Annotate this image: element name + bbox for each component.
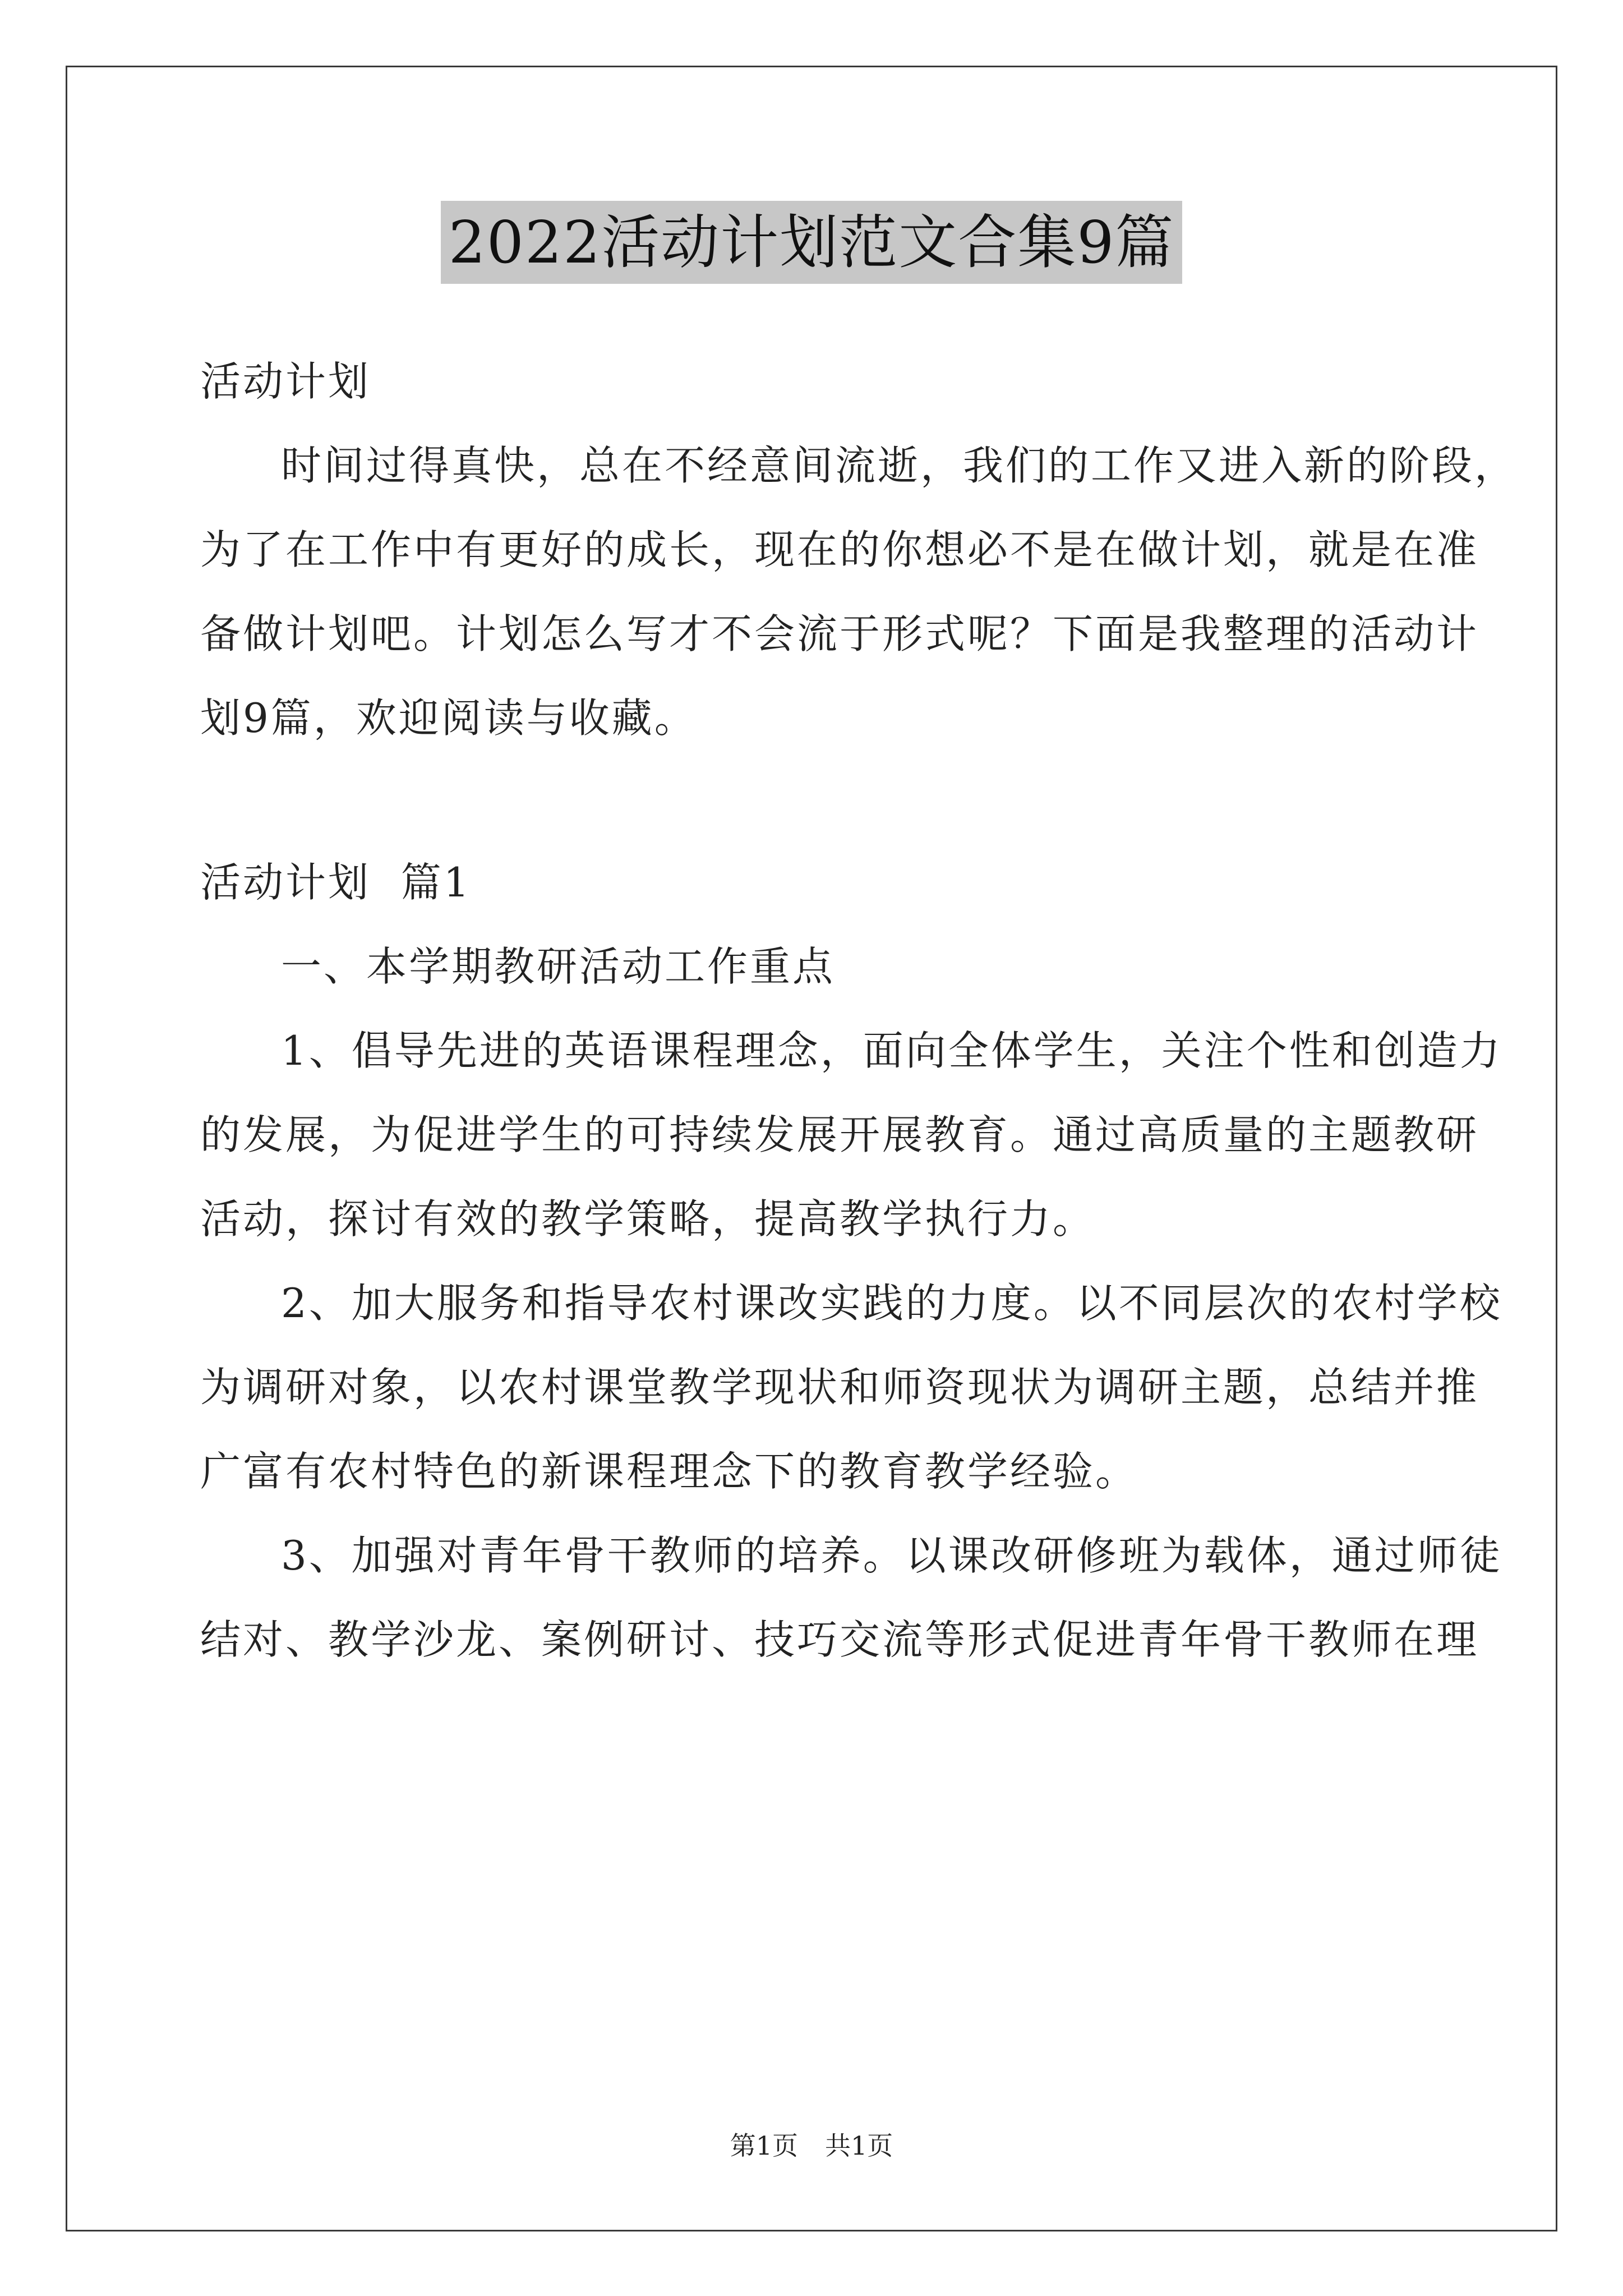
paragraph-line: 活动，探讨有效的教学策略，提高教学执行力。	[200, 1195, 1096, 1243]
paragraph-line: 2、加大服务和指导农村课改实践的力度。以不同层次的农村学校	[281, 1280, 1502, 1327]
paragraph-line: 广富有农村特色的新课程理念下的教育教学经验。	[200, 1448, 1138, 1495]
section-heading: 活动计划	[200, 358, 371, 405]
page-number-current: 第1页	[730, 2131, 798, 2161]
section-heading: 活动计划 篇1	[200, 859, 472, 906]
document-body	[200, 339, 1518, 1682]
paragraph-line: 结对、教学沙龙、案例研讨、技巧交流等形式促进青年骨干教师在理	[200, 1616, 1479, 1663]
page-footer	[0, 2129, 1623, 2162]
paragraph-line: 时间过得真快，总在不经意间流逝，我们的工作又进入新的阶段，	[281, 442, 1518, 489]
paragraph-line: 为调研对象，以农村课堂教学现状和师资现状为调研主题，总结并推	[200, 1364, 1479, 1411]
title-container	[0, 201, 1623, 284]
paragraph-gap	[200, 760, 1440, 840]
paragraph-line: 3、加强对青年骨干教师的培养。以课改研修班为载体，通过师徒	[281, 1532, 1502, 1579]
paragraph-line: 划9篇，欢迎阅读与收藏。	[200, 694, 697, 742]
paragraph-line: 的发展，为促进学生的可持续发展开展教育。通过高质量的主题教研	[200, 1111, 1479, 1158]
page-number-total: 共1页	[825, 2131, 893, 2161]
document-title: 2022活动计划范文合集9篇	[441, 201, 1183, 284]
paragraph-line: 1、倡导先进的英语课程理念，面向全体学生，关注个性和创造力	[281, 1027, 1502, 1074]
paragraph-line: 备做计划吧。计划怎么写才不会流于形式呢？下面是我整理的活动计	[200, 610, 1479, 657]
paragraph-line: 为了在工作中有更好的成长，现在的你想必不是在做计划，就是在准	[200, 526, 1479, 573]
subsection-heading: 一、本学期教研活动工作重点	[281, 943, 836, 990]
